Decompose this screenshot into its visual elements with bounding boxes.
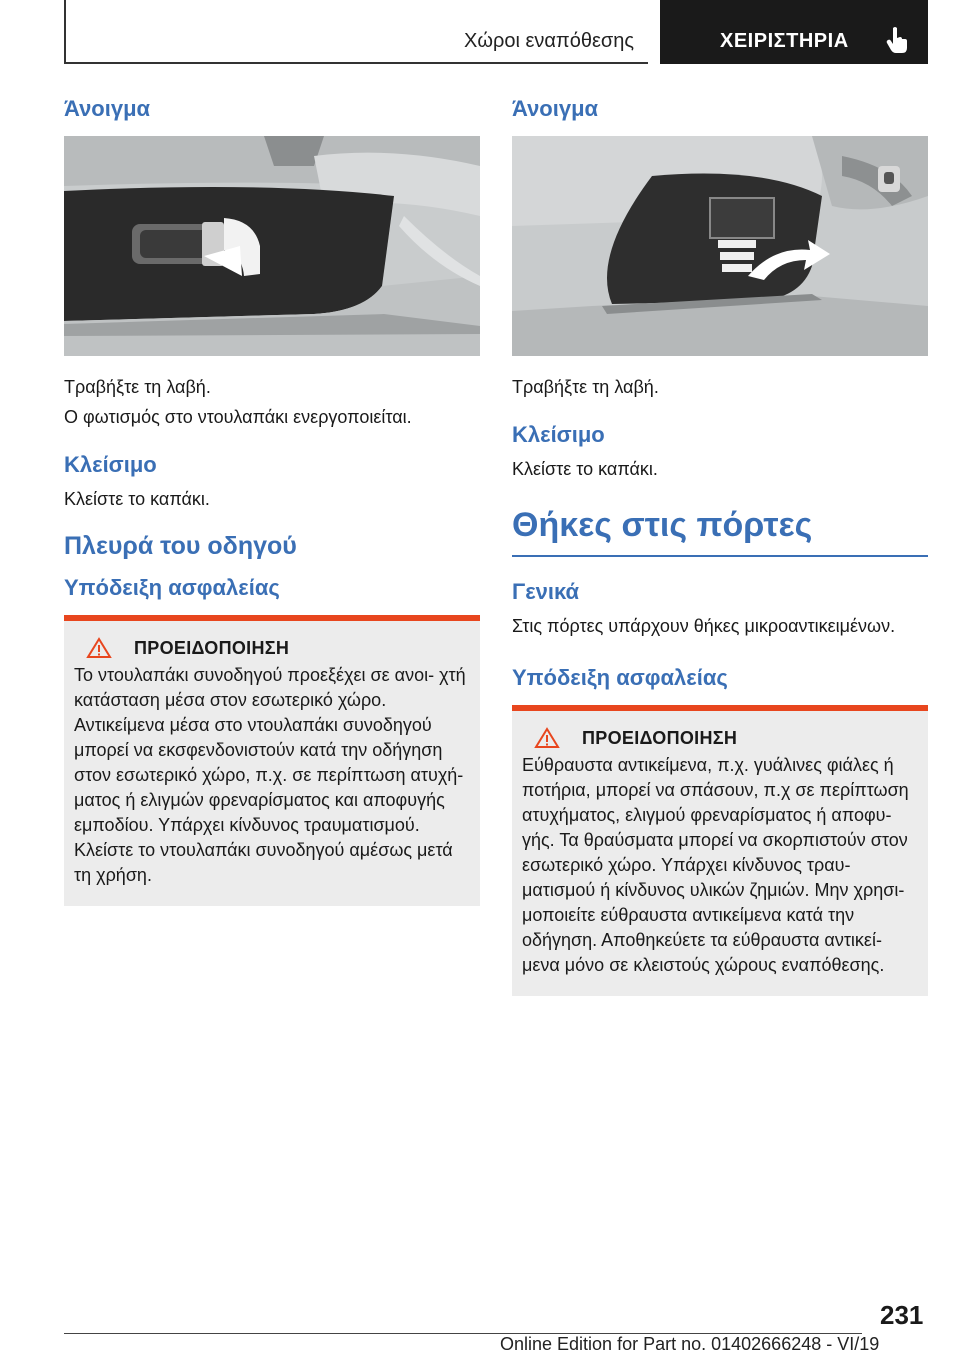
page-number: 231 xyxy=(880,1300,924,1330)
left-warning-title: ΠΡΟΕΙΔΟΠΟΙΗΣΗ xyxy=(134,637,290,658)
left-warning-head xyxy=(74,637,470,659)
general-heading: Γενικά xyxy=(512,579,580,604)
driver-compartment-photo xyxy=(512,136,928,356)
page-header xyxy=(64,0,928,64)
warning-triangle-icon xyxy=(86,637,112,659)
right-open-heading: Άνοιγμα xyxy=(512,96,599,121)
right-warning-box xyxy=(512,705,928,996)
warning-triangle-icon xyxy=(534,727,560,749)
right-column xyxy=(512,96,928,996)
hand-pointer-icon xyxy=(884,26,910,54)
general-text: Στις πόρτες υπάρχουν θήκες μικροαντικειμένων. xyxy=(512,616,896,636)
glovebox-photo xyxy=(64,136,480,356)
footer-edition: Online Edition for Part no. 01402666248 - VI/19 xyxy=(500,1334,880,1354)
header-section-box xyxy=(64,0,648,64)
right-warning-text: Εύθραυστα αντικείμενα, π.χ. γυάλινες φιάλες ή ποτήρια, μπορεί να σπάσουν, π.χ σε περίπτωση ατυχήματος, ελιγμού φρεναρίσματος ή αποφυ- γής. Τα θραύσματα μπορεί να σκορπιστούν στον εσωτερικό χώρο. Υπάρχει κίνδυνος τραυ- ματισμού ή κίνδυνος υλικών ζημιών. Μην χρησι- μοποιείτε εύθραυστα αντικείμενα κατά την οδήγηση. Αποθηκεύετε τα εύθραυστα αντικεί- μενα μόνο σε κλειστούς χώρους εναπόθεσης. xyxy=(522,755,909,975)
header-chapter-tab[interactable] xyxy=(660,0,928,64)
right-close-heading: Κλείσιμο xyxy=(512,422,605,447)
left-close-text: Κλείστε το καπάκι. xyxy=(64,489,210,509)
header-chapter-title: ΧΕΙΡΙΣΤΗΡΙΑ xyxy=(720,30,849,52)
left-close-heading: Κλείσιμο xyxy=(64,452,157,477)
door-pockets-heading: Θήκες στις πόρτες xyxy=(512,506,928,557)
right-warning-head xyxy=(522,727,918,749)
left-light-text: Ο φωτισμός στο ντουλαπάκι ενεργοποιείται. xyxy=(64,407,412,427)
right-close-text: Κλείστε το καπάκι. xyxy=(512,459,658,479)
left-pull-text: Τραβήξτε τη λαβή. xyxy=(64,377,211,397)
header-section-title: Χώροι εναπόθεσης xyxy=(464,30,634,52)
left-warning-box xyxy=(64,615,480,906)
right-pull-text: Τραβήξτε τη λαβή. xyxy=(512,377,659,397)
right-warning-title: ΠΡΟΕΙΔΟΠΟΙΗΣΗ xyxy=(582,727,738,748)
driver-side-heading: Πλευρά του οδηγού xyxy=(64,532,297,560)
left-open-heading: Άνοιγμα xyxy=(64,96,151,121)
left-column xyxy=(64,96,480,906)
left-warning-text: Το ντουλαπάκι συνοδηγού προεξέχει σε ανοι- χτή κατάσταση μέσα στον εσωτερικό χώρο. Αντικείμενα μέσα στο ντουλαπάκι συνοδηγού μπορεί να εκσφενδονιστούν κατά την οδήγηση στον εσωτερικό χώρο, π.χ. σε περίπτωση ατυχή- ματος ή ελιγμών φρεναρίσματος και αποφυγής εμποδίου. Υπάρχει κίνδυνος τραυματισμού. Κλείστε το ντουλαπάκι συνοδηγού αμέσως μετά τη χρήση. xyxy=(74,665,466,885)
right-safety-heading: Υπόδειξη ασφαλείας xyxy=(512,665,728,690)
left-safety-heading: Υπόδειξη ασφαλείας xyxy=(64,575,280,600)
